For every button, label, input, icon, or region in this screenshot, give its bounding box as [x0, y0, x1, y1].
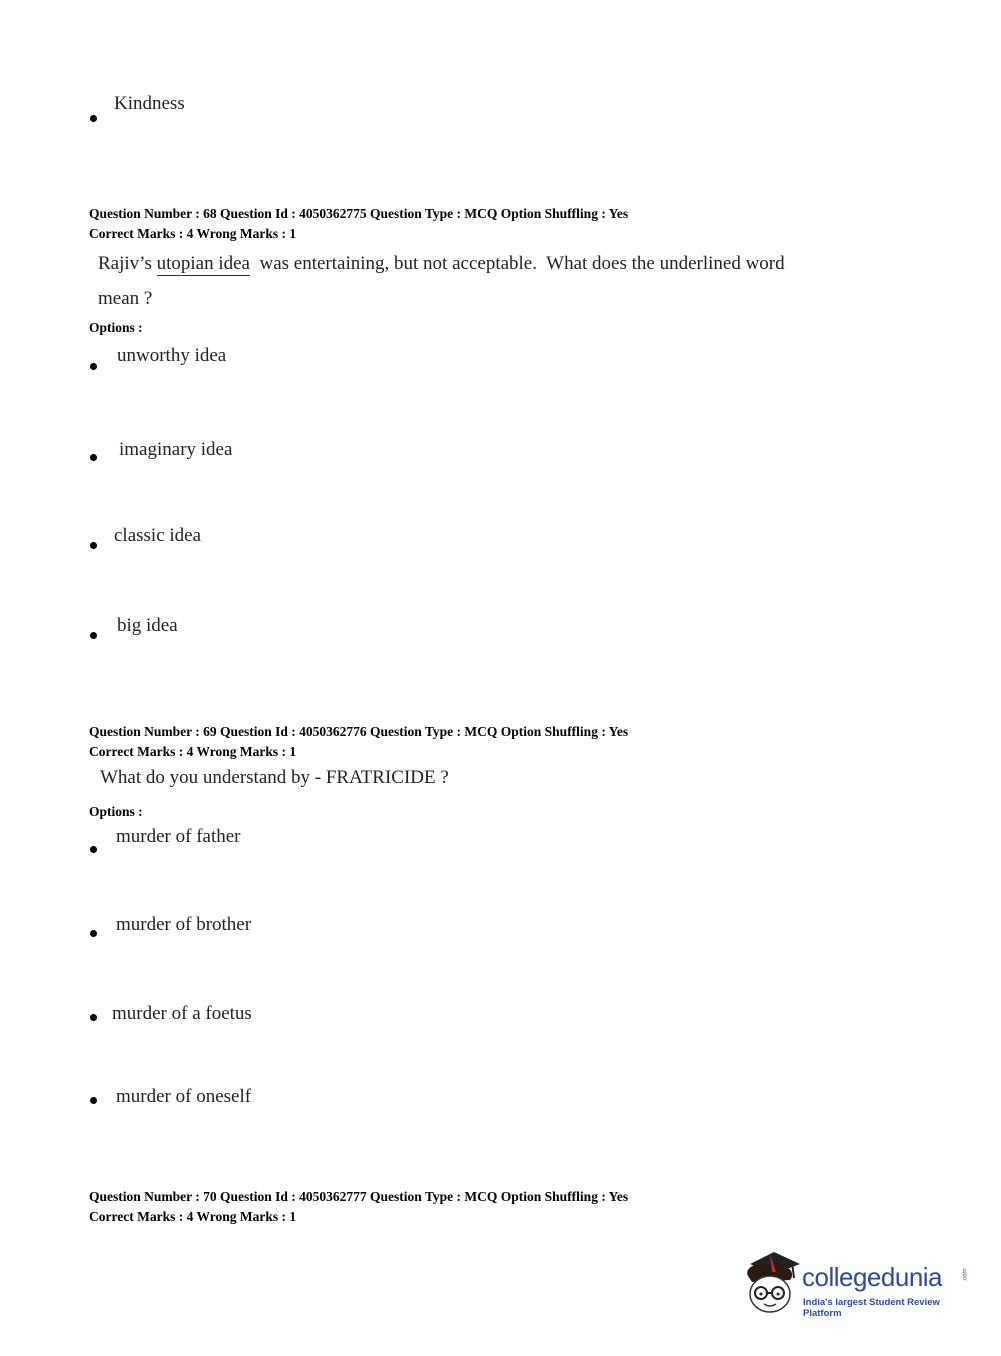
- option-bullet: [90, 930, 97, 937]
- student-mascot-icon: [742, 1250, 802, 1320]
- question-69-marks: Correct Marks : 4 Wrong Marks : 1: [89, 744, 297, 759]
- question-69-meta: Question Number : 69 Question Id : 4050362776 Question Type : MCQ Option Shuffling : Yes: [89, 724, 629, 739]
- q68-option-3[interactable]: classic idea: [114, 525, 202, 546]
- option-bullet: [90, 454, 97, 461]
- option-bullet: [90, 115, 97, 122]
- option-bullet: [90, 632, 97, 639]
- q68-option-1[interactable]: unworthy idea: [117, 345, 227, 366]
- option-bullet: [90, 542, 97, 549]
- logo-suffix: .com: [962, 1268, 969, 1282]
- question-68-text: [98, 253, 785, 275]
- q69-option-4[interactable]: murder of oneself: [116, 1086, 252, 1107]
- question-70-meta: Question Number : 70 Question Id : 4050362777 Question Type : MCQ Option Shuffling : Yes: [89, 1189, 629, 1204]
- option-bullet: [90, 1097, 97, 1104]
- logo-tagline: India's largest Student Review Platform: [803, 1297, 940, 1319]
- q68-option-4[interactable]: big idea: [117, 615, 178, 636]
- underlined-word: utopian idea: [156, 253, 250, 274]
- question-68-options-label: Options :: [89, 320, 143, 335]
- logo-wordmark: collegedunia: [802, 1262, 943, 1292]
- q69-option-1[interactable]: murder of father: [116, 826, 241, 847]
- question-69-options-label: Options :: [89, 804, 143, 819]
- question-68-meta: Question Number : 68 Question Id : 4050362775 Question Type : MCQ Option Shuffling : Yes: [89, 206, 629, 221]
- option-bullet: [90, 363, 97, 370]
- question-68-text-start: Rajiv’s: [98, 253, 157, 274]
- q69-option-2[interactable]: murder of brother: [116, 914, 252, 935]
- q68-option-2[interactable]: imaginary idea: [119, 439, 233, 460]
- option-bullet: [90, 846, 97, 853]
- option-kindness[interactable]: Kindness: [114, 93, 185, 114]
- question-68-text-end: was entertaining, but not acceptable. What does the underlined word: [249, 253, 785, 274]
- question-68-marks: Correct Marks : 4 Wrong Marks : 1: [89, 226, 297, 241]
- question-69-text: What do you understand by - FRATRICIDE ?: [100, 767, 449, 788]
- question-68-text-line2: mean ?: [98, 288, 153, 309]
- q69-option-3[interactable]: murder of a foetus: [112, 1003, 252, 1024]
- question-70-marks: Correct Marks : 4 Wrong Marks : 1: [89, 1209, 297, 1224]
- option-bullet: [90, 1014, 97, 1021]
- collegedunia-logo: [742, 1250, 972, 1320]
